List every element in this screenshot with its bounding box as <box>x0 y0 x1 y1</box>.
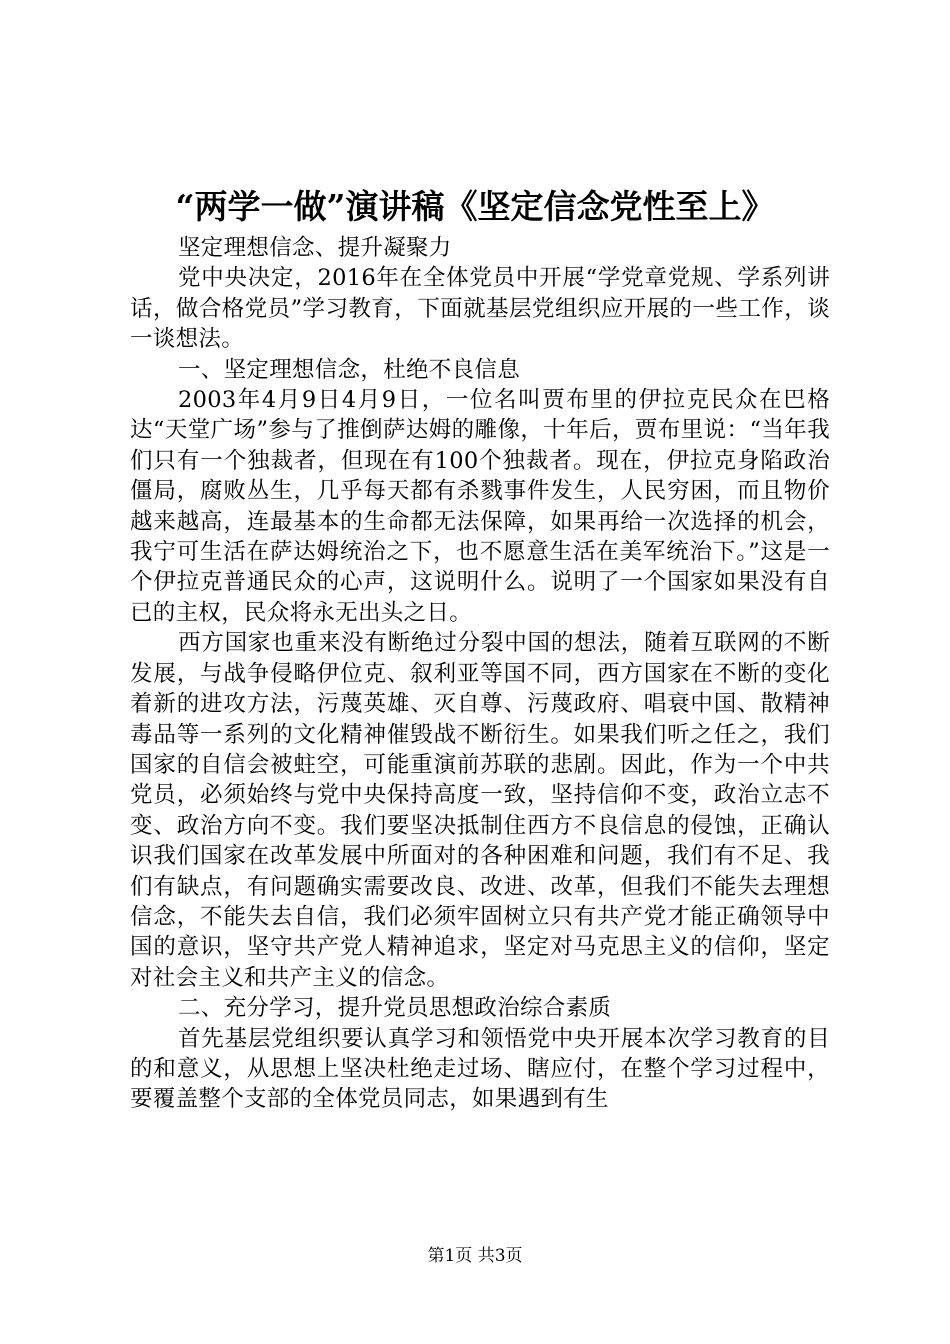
paragraph-western-threat: 西方国家也重来没有断绝过分裂中国的想法，随着互联网的不断发展，与战争侵略伊位克、叙利亚等国不同，西方国家在不断的变化着新的进攻方法，污蔑英雄、灭自尊、污蔑政府、唱衰中国、散精神毒品等一系列的文化精神催毁战不断衍生。如果我们听之任之，我们国家的自信会被蛀空，可能重演前苏联的悲剧。因此，作为一个中共党员，必须始终与党中央保持高度一致，坚持信仰不变，政治立志不变、政治方向不变。我们要坚决抵制住西方不良信息的侵蚀，正确认识我们国家在改革发展中所面对的各种困难和问题，我们有不足、我们有缺点，有问题确实需要改良、改进、改革，但我们不能失去理想信念，不能失去自信，我们必须牢固树立只有共产党才能正确领导中国的意识，坚守共产党人精神追求，坚定对马克思主义的信仰，坚定对社会主义和共产主义的信念。 <box>130 630 830 991</box>
section-heading-2: 二、充分学习，提升党员思想政治综合素质 <box>178 995 612 1022</box>
section-heading-1: 一、坚定理想信念，杜绝不良信息 <box>178 356 521 383</box>
document-body <box>130 233 830 1115</box>
paragraph-iraq-example: 2003年4月9日4月9日，一位名叫贾布里的伊拉克民众在巴格达“天堂广场”参与了推倒萨达姆的雕像，十年后，贾布里说：“当年我们只有一个独裁者，但现在有100个独裁者。现在，伊拉克身陷政治僵局，腐败丛生，几乎每天都有杀戮事件发生，人民穷困，而且物价越来越高，连最基本的生命都无法保障，如果再给一次选择的机会，我宁可生活在萨达姆统治之下，也不愿意生活在美军统治下。”这是一个伊拉克普通民众的心声，这说明什么。说明了一个国家如果没有自已的主权，民众将永无出头之日。 <box>130 387 830 626</box>
document-title: “两学一做”演讲稿《坚定信念党性至上》 <box>175 187 775 226</box>
paragraph-study: 首先基层党组织要认真学习和领悟党中央开展本次学习教育的目的和意义，从思想上坚决杜绝走过场、瞎应付，在整个学习过程中，要覆盖整个支部的全体党员同志，如果遇到有生 <box>130 1025 830 1113</box>
page-footer: 第1页 共3页 <box>427 1246 523 1266</box>
paragraph-intro: 党中央决定，2016年在全体党员中开展“学党章党规、学系列讲话，做合格党员”学习教育，下面就基层党组织应开展的一些工作，谈一谈想法。 <box>130 265 830 353</box>
paragraph-subtitle: 坚定理想信念、提升凝聚力 <box>178 235 452 261</box>
